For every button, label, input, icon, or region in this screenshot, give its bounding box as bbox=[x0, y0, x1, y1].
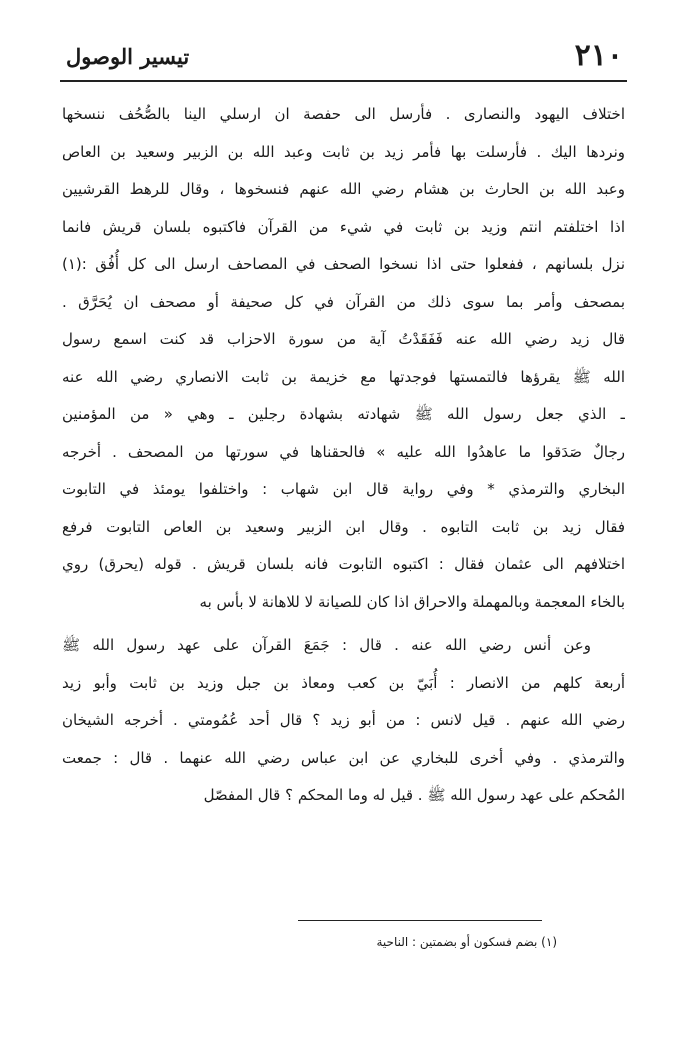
footnote: (١) بضم فسكون أو بضمتين : الناحية bbox=[376, 935, 557, 949]
text-line: وعن أنس رضي الله عنه . قال : جَمَعَ القرآن على عهد رسول الله ﷺ bbox=[62, 636, 591, 654]
text-line: قال زيد رضي الله عنه فَفَقَدْتُ آية من سورة الاحزاب قد كنت اسمع رسول bbox=[62, 330, 625, 348]
text-line: اختلافهم الى عثمان فقال : اكتبوه التابوت فانه بلسان قريش . قوله (يحرق) روي bbox=[62, 555, 625, 573]
page-number: ٢١٠ bbox=[574, 38, 623, 73]
text-line: المُحكم على عهد رسول الله ﷺ . قيل له وما المحكم ؟ قال المفصّل bbox=[203, 786, 625, 804]
text-line: وعبد الله بن الحارث بن هشام رضي الله عنهم فنسخوها ، وقال للرهط القرشيين bbox=[62, 180, 625, 198]
text-line: ـ الذي جعل رسول الله ﷺ شهادته بشهادة رجلين ـ وهي « من المؤمنين bbox=[62, 405, 625, 423]
paragraph bbox=[62, 627, 625, 815]
text-line: اذا اختلفتم انتم وزيد بن ثابت في شيء من القرآن فاكتبوه بلسان قريش فانما bbox=[62, 217, 625, 236]
running-title: تيسير الوصول bbox=[66, 44, 190, 69]
text-line: والترمذي . وفي أخرى للبخاري عن ابن عباس رضي الله عنهما . قال : جمعت bbox=[62, 748, 625, 767]
page-header bbox=[60, 36, 627, 80]
text-line: أربعة كلهم من الانصار : أُبَيّ بن كعب ومعاذ بن جبل وزيد بن ثابت وأبو زيد bbox=[62, 673, 625, 692]
text-line: ونردها اليك . فأرسلت بها فأمر زيد بن ثابت وعبد الله بن الزبير وسعيد بن العاص bbox=[62, 142, 625, 161]
text-line: بالخاء المعجمة وبالمهملة والاحراق اذا كان للصيانة لا للاهانة لا بأس به bbox=[199, 592, 625, 611]
paragraph bbox=[62, 96, 625, 621]
text-line: نزل بلسانهم ، ففعلوا حتى اذا نسخوا الصحف في المصاحف ارسل الى كل أُفُق :(١) bbox=[62, 255, 625, 273]
text-line: اختلاف اليهود والنصارى . فأرسل الى حفصة ان ارسلي الينا بالصُّحُف ننسخها bbox=[62, 105, 625, 123]
text-line: رجالٌ صَدَقوا ما عاهدُوا الله عليه » فالحقناها في سورتها من المصحف . أخرجه bbox=[62, 442, 625, 461]
text-line: بمصحف وأمر بما سوى ذلك من القرآن في كل صحيفة أو مصحف ان يُحَرَّق . bbox=[62, 292, 625, 311]
header-rule bbox=[60, 80, 627, 82]
main-text bbox=[62, 96, 625, 815]
text-line: البخاري والترمذي * وفي رواية قال ابن شهاب : واختلفوا يومئذ في التابوت bbox=[62, 480, 625, 498]
text-line: الله ﷺ يقرؤها فالتمستها فوجدتها مع خزيمة بن ثابت الانصاري رضي الله عنه bbox=[62, 367, 625, 386]
text-line: فقال زيد بن ثابت التابوه . وقال ابن الزبير وسعيد بن العاص التابوت فرفع bbox=[62, 517, 625, 536]
text-line: رضي الله عنهم . قيل لانس : من أبو زيد ؟ قال أحد عُمُومتي . أخرجه الشيخان bbox=[62, 711, 625, 729]
footnote-rule bbox=[298, 920, 542, 921]
